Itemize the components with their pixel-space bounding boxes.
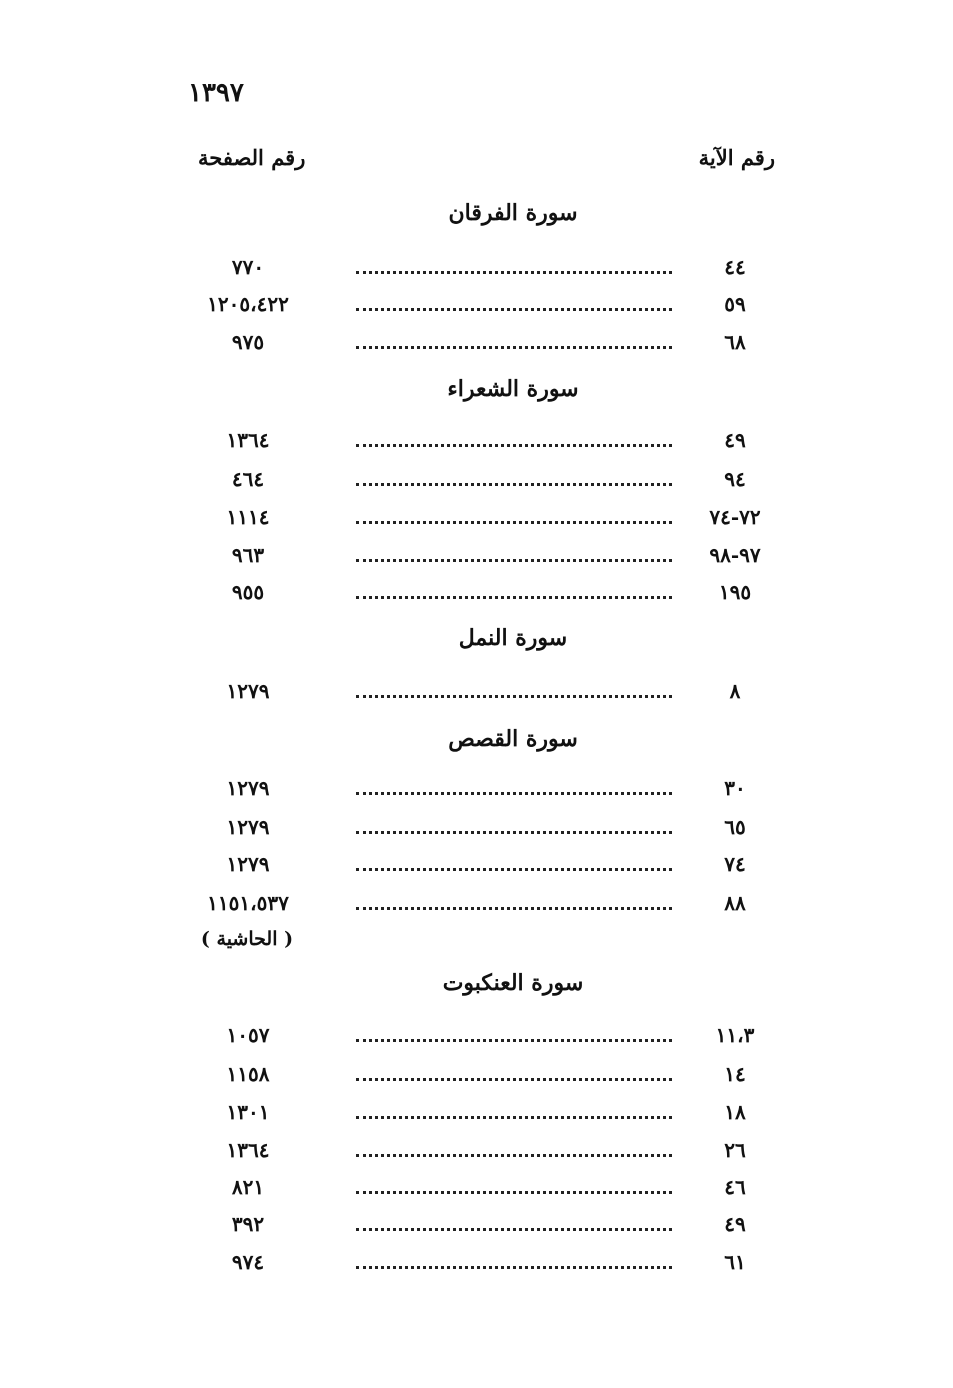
dot-leader [356,1039,672,1042]
index-row [0,1250,953,1280]
index-row [0,580,953,610]
page-reference: ١٣٦٤ [226,1138,270,1162]
page-reference: ١٢٧٩ [226,679,270,703]
ayah-number: ٤٦ [724,1175,746,1199]
dot-leader [356,444,672,447]
ayah-number: ٩٤ [724,467,746,491]
dot-leader [356,1154,672,1157]
ayah-number: ٨ [729,679,741,703]
footnote-note: ( الحاشية ) [200,928,294,950]
index-row [0,815,953,845]
index-row [0,292,953,322]
ayah-number: ٢٦ [724,1138,746,1162]
page-reference: ١٢٠٥،٤٢٢ [207,292,289,316]
page-reference: ٩٧٥ [231,330,265,354]
dot-leader [356,907,672,910]
surah-title: سورة الفرقان [448,200,578,226]
page-reference: ١٣٦٤ [226,428,270,452]
index-row [0,679,953,709]
index-row [0,505,953,535]
page-reference: ١٣٠١ [226,1100,270,1124]
dot-leader [356,1266,672,1269]
dot-leader [356,308,672,311]
surah-title: سورة القصص [448,726,578,752]
dot-leader [356,831,672,834]
page-reference: ١١١٤ [226,505,270,529]
index-row [0,776,953,806]
page-reference: ٤٦٤ [231,467,265,491]
index-row [0,1062,953,1092]
ayah-number: ١٤ [724,1062,746,1086]
ayah-number: ١٨ [724,1100,746,1124]
column-header-ayah: رقم الآية [698,145,775,170]
ayah-number: ٤٤ [724,255,746,279]
index-row [0,1212,953,1242]
ayah-number: ٤٩ [724,428,746,452]
ayah-number: ٧٤ [724,852,746,876]
ayah-number: ٩٧-٩٨ [709,543,761,567]
dot-leader [356,483,672,486]
page-reference: ٩٦٣ [231,543,265,567]
surah-title: سورة العنكبوت [442,970,584,996]
ayah-number: ٦٥ [724,815,746,839]
index-row [0,852,953,882]
page-reference: ٩٧٤ [231,1250,265,1274]
index-row [0,1023,953,1053]
page-reference: ١٢٧٩ [226,776,270,800]
dot-leader [356,868,672,871]
dot-leader [356,596,672,599]
ayah-number: ٦٨ [724,330,746,354]
dot-leader [356,695,672,698]
index-row [0,891,953,921]
dot-leader [356,559,672,562]
index-row [0,330,953,360]
page-reference: ١٢٧٩ [226,815,270,839]
dot-leader [356,1116,672,1119]
index-row [0,467,953,497]
index-row [0,255,953,285]
index-row [0,1138,953,1168]
ayah-number: ١٩٥ [718,580,752,604]
index-row [0,1175,953,1205]
ayah-number: ٧٢-٧٤ [709,505,761,529]
dot-leader [356,1191,672,1194]
page-reference: ١٠٥٧ [226,1023,270,1047]
dot-leader [356,271,672,274]
dot-leader [356,346,672,349]
dot-leader [356,521,672,524]
index-row [0,543,953,573]
index-row [0,428,953,458]
column-header-page: رقم الصفحة [198,145,306,170]
page-reference: ١١٥٨ [226,1062,270,1086]
ayah-number: ٦١ [724,1250,746,1274]
page-reference: ٩٥٥ [231,580,265,604]
surah-title: سورة النمل [458,625,568,651]
ayah-number: ٨٨ [724,891,746,915]
page-reference: ١٢٧٩ [226,852,270,876]
page-reference: ٣٩٢ [231,1212,265,1236]
page-reference: ٨٢١ [231,1175,265,1199]
dot-leader [356,792,672,795]
surah-title: سورة الشعراء [447,376,579,402]
dot-leader [356,1228,672,1231]
ayah-number: ٣٠ [724,776,746,800]
ayah-number: ٥٩ [724,292,746,316]
ayah-number: ٤٩ [724,1212,746,1236]
page-number: ١٣٩٧ [188,78,244,108]
page-reference: ٧٧٠ [231,255,265,279]
ayah-number: ١١،٣ [715,1023,755,1047]
dot-leader [356,1078,672,1081]
page-reference: ١١٥١،٥٣٧ [207,891,289,915]
index-row [0,1100,953,1130]
